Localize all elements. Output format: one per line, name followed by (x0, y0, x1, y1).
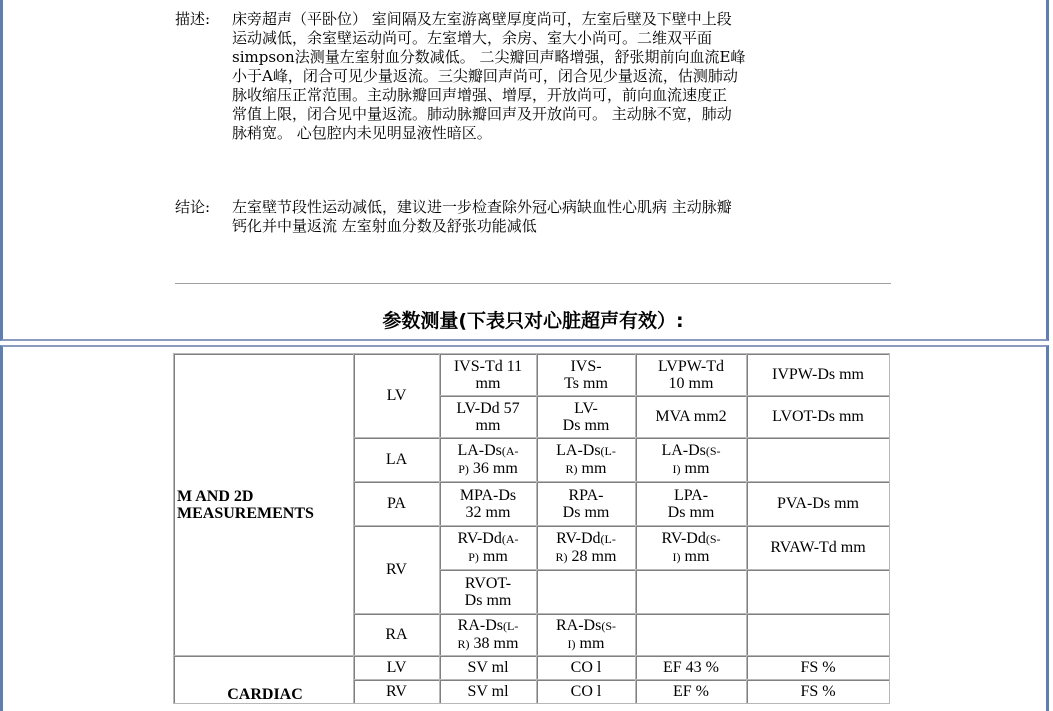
cell-line: mm (475, 374, 501, 392)
cell-text: 38 mm (469, 634, 519, 652)
cell-rv-dd-sd (636, 526, 747, 570)
chamber-cardiac-rv: RV (354, 680, 440, 704)
cell-lpa-ds (636, 482, 747, 526)
cell-empty (636, 614, 747, 656)
cell-ivpw-ds: IVPW-Ds mm (747, 354, 890, 396)
cell-ivs-ts (537, 354, 636, 396)
cell-la-ds-ap (440, 438, 537, 482)
cell-rv-fs: FS % (747, 680, 890, 704)
cell-pva-ds: PVA-Ds mm (747, 482, 890, 526)
cell-rv-ef: EF % (636, 680, 747, 704)
cell-text: LA-Ds (457, 441, 502, 459)
cell-text: mm (577, 459, 607, 477)
cell-empty (747, 570, 890, 614)
cell-ivs-td (440, 354, 537, 396)
cell-rvaw-td: RVAW-Td mm (747, 526, 890, 570)
cell-lv-ef: EF 43 % (636, 656, 747, 680)
cell-rv-co: CO l (537, 680, 636, 704)
cell-line: Ts mm (564, 374, 608, 392)
report-text-pane[interactable] (0, 0, 1049, 341)
cell-lv-fs: FS % (747, 656, 890, 680)
conclusion-line: 左室壁节段性运动减低，建议进一步检查除外冠心病缺血性心肌病 主动脉瓣 (232, 198, 732, 216)
cell-line: LPA- (673, 486, 709, 504)
cell-text: 28 mm (567, 547, 617, 565)
cell-subscript: I) (672, 549, 681, 564)
cell-lv-ds (537, 396, 636, 438)
cell-rv-sv: SV ml (440, 680, 537, 704)
conclusion-label: 结论: (175, 198, 211, 216)
cell-subscript: I) (567, 636, 576, 651)
cell-line: 10 mm (668, 374, 714, 392)
cell-empty (636, 570, 747, 614)
table-row (174, 354, 890, 396)
cell-text: LA-Ds (661, 441, 706, 459)
cell-subscript: (L- (600, 531, 616, 546)
cell-text: mm (478, 547, 508, 565)
cell-ra-ds-lr (440, 614, 537, 656)
cell-lv-dd (440, 396, 537, 438)
cell-la-ds-sd (636, 438, 747, 482)
cell-line: Ds mm (562, 503, 610, 521)
group-label-cardiac: CARDIAC (174, 656, 354, 704)
cell-lv-sv: SV ml (440, 656, 537, 680)
chamber-pa: PA (354, 482, 440, 526)
measurements-table (173, 353, 890, 704)
conclusion-line: 钙化并中量返流 左室射血分数及舒张功能减低 (232, 217, 537, 235)
cell-text: RV-Dd (457, 529, 502, 547)
cell-line: Ds mm (667, 503, 715, 521)
cell-subscript: R) (555, 549, 568, 564)
description-line: 运动减低，余室壁运动尚可。左室增大，余房、室大小尚可。二维双平面 (232, 29, 713, 47)
description-text (232, 10, 892, 143)
cell-line: LV- (574, 399, 598, 417)
cell-line: mm (475, 416, 501, 434)
description-line: 常值上限，闭合见中量返流。肺动脉瓣回声及开放尚可。 主动脉不宽，肺动 (232, 105, 732, 123)
cell-line: IVS- (570, 357, 602, 375)
cell-subscript: (A- (501, 531, 519, 546)
cell-subscript: (L- (600, 443, 616, 458)
cell-line: Ds mm (562, 416, 610, 434)
chamber-rv: RV (354, 526, 440, 614)
chamber-lv: LV (354, 354, 440, 438)
cell-rv-dd-lr (537, 526, 636, 570)
cell-subscript: (S- (705, 443, 721, 458)
description-line: simpson法测量左室射血分数减低。 二尖瓣回声略增强，舒张期前向血流E峰 (232, 48, 746, 66)
description-line: 小于A峰，闭合可见少量返流。三尖瓣回声尚可，闭合见少量返流，估测肺动 (232, 67, 738, 85)
cell-line: 32 mm (465, 503, 511, 521)
cell-text: mm (680, 547, 710, 565)
cell-line: LV-Dd 57 (456, 399, 520, 417)
conclusion-text (232, 198, 892, 236)
cell-text: RA-Ds (457, 616, 503, 634)
cell-subscript: P) (458, 461, 469, 476)
chamber-la: LA (354, 438, 440, 482)
cell-line: RPA- (568, 486, 604, 504)
description-label: 描述: (175, 10, 211, 28)
cell-empty (537, 570, 636, 614)
params-title: 参数测量(下表只对心脏超声有效）: (382, 310, 684, 332)
cell-subscript: R) (457, 636, 470, 651)
cell-empty (747, 614, 890, 656)
cell-line: Ds mm (464, 591, 512, 609)
cell-subscript: (A- (501, 443, 519, 458)
description-line: 脉收缩压正常范围。主动脉瓣回声增强、增厚，开放尚可，前向血流速度正 (232, 86, 728, 104)
cell-lv-co: CO l (537, 656, 636, 680)
cell-la-ds-lr (537, 438, 636, 482)
cell-text: RV-Dd (556, 529, 601, 547)
cell-mva: MVA mm2 (636, 396, 747, 438)
cell-text: LA-Ds (556, 441, 601, 459)
cell-lvot-ds: LVOT-Ds mm (747, 396, 890, 438)
cell-rvot-ds (440, 570, 537, 614)
group-label-line: MEASUREMENTS (177, 504, 314, 522)
cell-subscript: I) (672, 461, 681, 476)
group-label-line: M AND 2D (177, 487, 254, 505)
cell-line: MPA-Ds (459, 486, 517, 504)
cell-subscript: (S- (601, 618, 616, 633)
table-row (174, 656, 890, 680)
cell-subscript: (S- (705, 531, 721, 546)
cell-ra-ds-sd (537, 614, 636, 656)
measurements-pane[interactable] (0, 345, 1049, 711)
cell-line: IVS-Td 11 (453, 357, 523, 375)
cell-subscript: (L- (503, 618, 519, 633)
chamber-cardiac-lv: LV (354, 656, 440, 680)
cell-text: 36 mm (468, 459, 518, 477)
cell-text: RA-Ds (555, 616, 602, 634)
cell-rv-dd-ap (440, 526, 537, 570)
cell-line: LVPW-Td (657, 357, 725, 375)
cell-text: mm (680, 459, 710, 477)
chamber-ra: RA (354, 614, 440, 656)
cell-line: RVOT- (464, 574, 512, 592)
cell-lvpw-td (636, 354, 747, 396)
section-divider (175, 283, 891, 285)
cell-text: RV-Dd (661, 529, 706, 547)
cell-subscript: R) (565, 461, 578, 476)
cell-empty (747, 438, 890, 482)
cell-text: mm (575, 634, 605, 652)
cell-subscript: P) (468, 549, 479, 564)
cell-rpa-ds (537, 482, 636, 526)
group-label-m-and-2d (174, 354, 354, 656)
cell-mpa-ds (440, 482, 537, 526)
description-line: 脉稍宽。 心包腔内未见明显液性暗区。 (232, 124, 492, 142)
description-line: 床旁超声（平卧位） 室间隔及左室游离壁厚度尚可，左室后壁及下壁中上段 (232, 10, 732, 28)
